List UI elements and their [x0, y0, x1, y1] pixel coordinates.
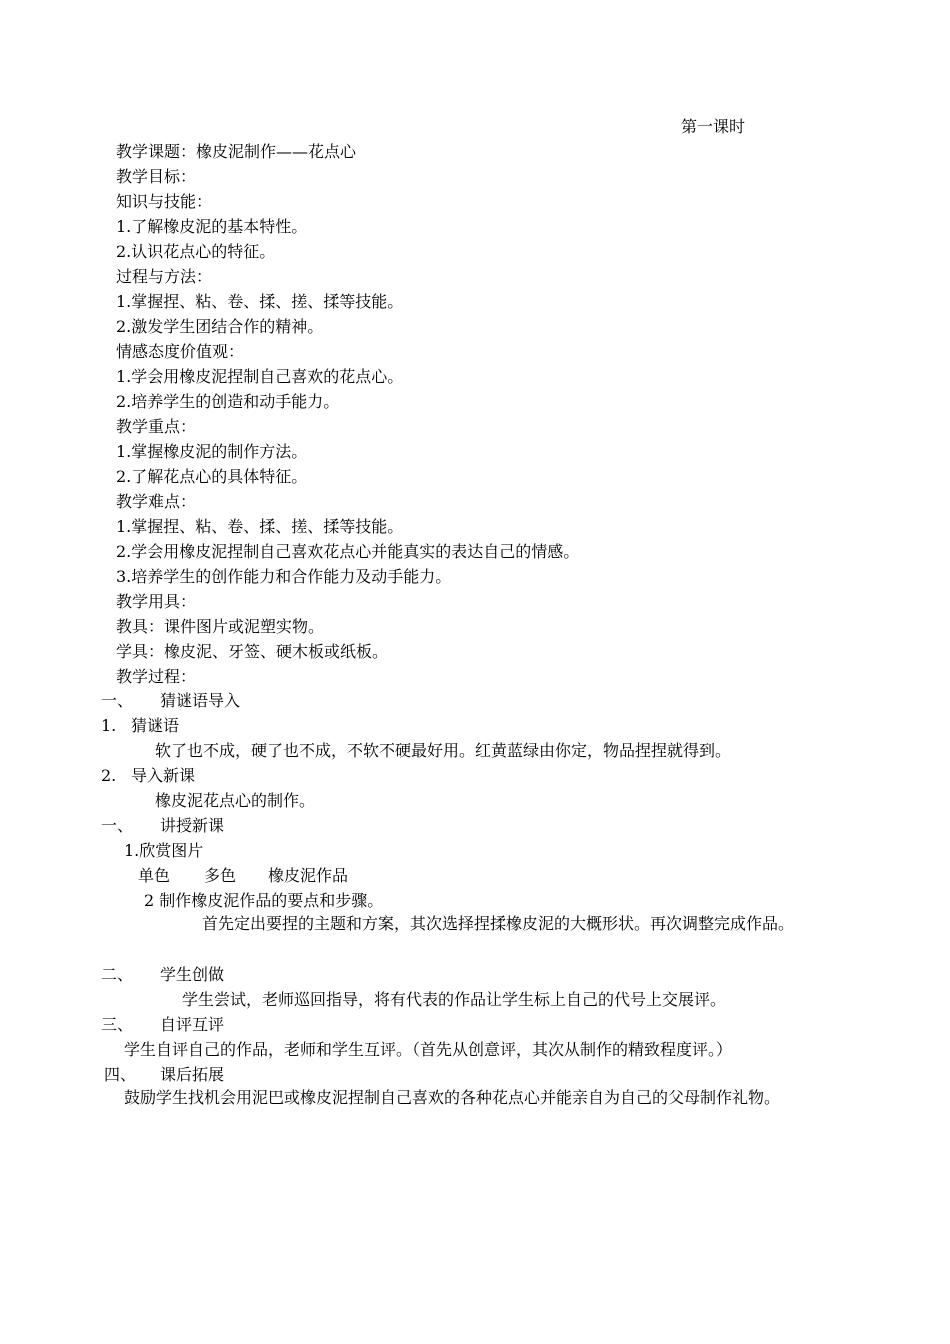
section-3-title: 学生创做 [160, 965, 225, 984]
section-3-number: 二、 [101, 965, 134, 984]
section-2-2: 2 制作橡皮泥作品的要点和步骤。 [144, 891, 384, 910]
teacher-tools: 教具：课件图片或泥塑实物。 [116, 617, 325, 636]
section-4-title: 自评互评 [160, 1015, 225, 1034]
emotion-heading: 情感态度价值观： [116, 342, 245, 361]
section-4-number: 三、 [101, 1015, 134, 1034]
key-points-heading: 教学重点： [116, 417, 197, 436]
section-5-title: 课后拓展 [160, 1065, 225, 1084]
section-1-1-title: 猜谜语 [131, 716, 180, 735]
knowledge-item-2: 2.认识花点心的特征。 [116, 242, 276, 261]
section-1-title: 猜谜语导入 [160, 691, 241, 710]
key-point-2: 2.了解花点心的具体特征。 [116, 467, 308, 486]
process-item-1: 1.掌握捏、粘、卷、揉、搓、揉等技能。 [116, 292, 404, 311]
teaching-process-heading: 教学过程： [116, 667, 197, 686]
process-heading: 过程与方法： [116, 267, 213, 286]
page-title: 第一课时 [680, 117, 745, 136]
section-2-title: 讲授新课 [160, 816, 225, 835]
section-5-text: 鼓励学生找机会用泥巴或橡皮泥捏制自己喜欢的各种花点心并能亲自为自己的父母制作礼物。 [124, 1088, 781, 1107]
style-works: 橡皮泥作品 [268, 866, 349, 885]
section-5-number: 四、 [104, 1065, 137, 1084]
style-single-color: 单色 [138, 866, 171, 885]
steps-text: 首先定出要捏的主题和方案，其次选择捏揉橡皮泥的大概形状。再次调整完成作品。 [202, 914, 795, 933]
section-1-2-title: 导入新课 [131, 766, 196, 785]
section-2-1: 1.欣赏图片 [124, 841, 204, 860]
process-item-2: 2.激发学生团结合作的精神。 [116, 317, 324, 336]
section-1-number: 一、 [101, 691, 134, 710]
section-1-2-number: 2. [101, 766, 117, 785]
intro-text: 橡皮泥花点心的制作。 [155, 791, 316, 810]
difficult-points-heading: 教学难点： [116, 492, 197, 511]
riddle-text: 软了也不成，硬了也不成，不软不硬最好用。红黄蓝绿由你定，物品捏捏就得到。 [155, 741, 732, 760]
knowledge-heading: 知识与技能： [116, 192, 213, 211]
section-2-number: 一、 [101, 816, 134, 835]
difficult-point-1: 1.掌握捏、粘、卷、揉、搓、揉等技能。 [116, 517, 404, 536]
emotion-item-1: 1.学会用橡皮泥捏制自己喜欢的花点心。 [116, 367, 404, 386]
section-1-1-number: 1. [101, 716, 117, 735]
difficult-point-3: 3.培养学生的创作能力和合作能力及动手能力。 [116, 567, 452, 586]
knowledge-item-1: 1.了解橡皮泥的基本特性。 [116, 217, 308, 236]
style-multi-color: 多色 [204, 866, 237, 885]
key-point-1: 1.掌握橡皮泥的制作方法。 [116, 442, 308, 461]
student-tools: 学具：橡皮泥、牙签、硬木板或纸板。 [116, 642, 389, 661]
emotion-item-2: 2.培养学生的创造和动手能力。 [116, 392, 340, 411]
difficult-point-2: 2.学会用橡皮泥捏制自己喜欢花点心并能真实的表达自己的情感。 [116, 542, 580, 561]
section-3-text: 学生尝试，老师巡回指导，将有代表的作品让学生标上自己的代号上交展评。 [182, 990, 727, 1009]
tools-heading: 教学用具： [116, 592, 197, 611]
lesson-topic: 教学课题：橡皮泥制作——花点心 [116, 142, 357, 161]
section-4-text: 学生自评自己的作品，老师和学生互评。（首先从创意评，其次从制作的精致程度评。） [124, 1040, 733, 1059]
goals-heading: 教学目标： [116, 167, 197, 186]
